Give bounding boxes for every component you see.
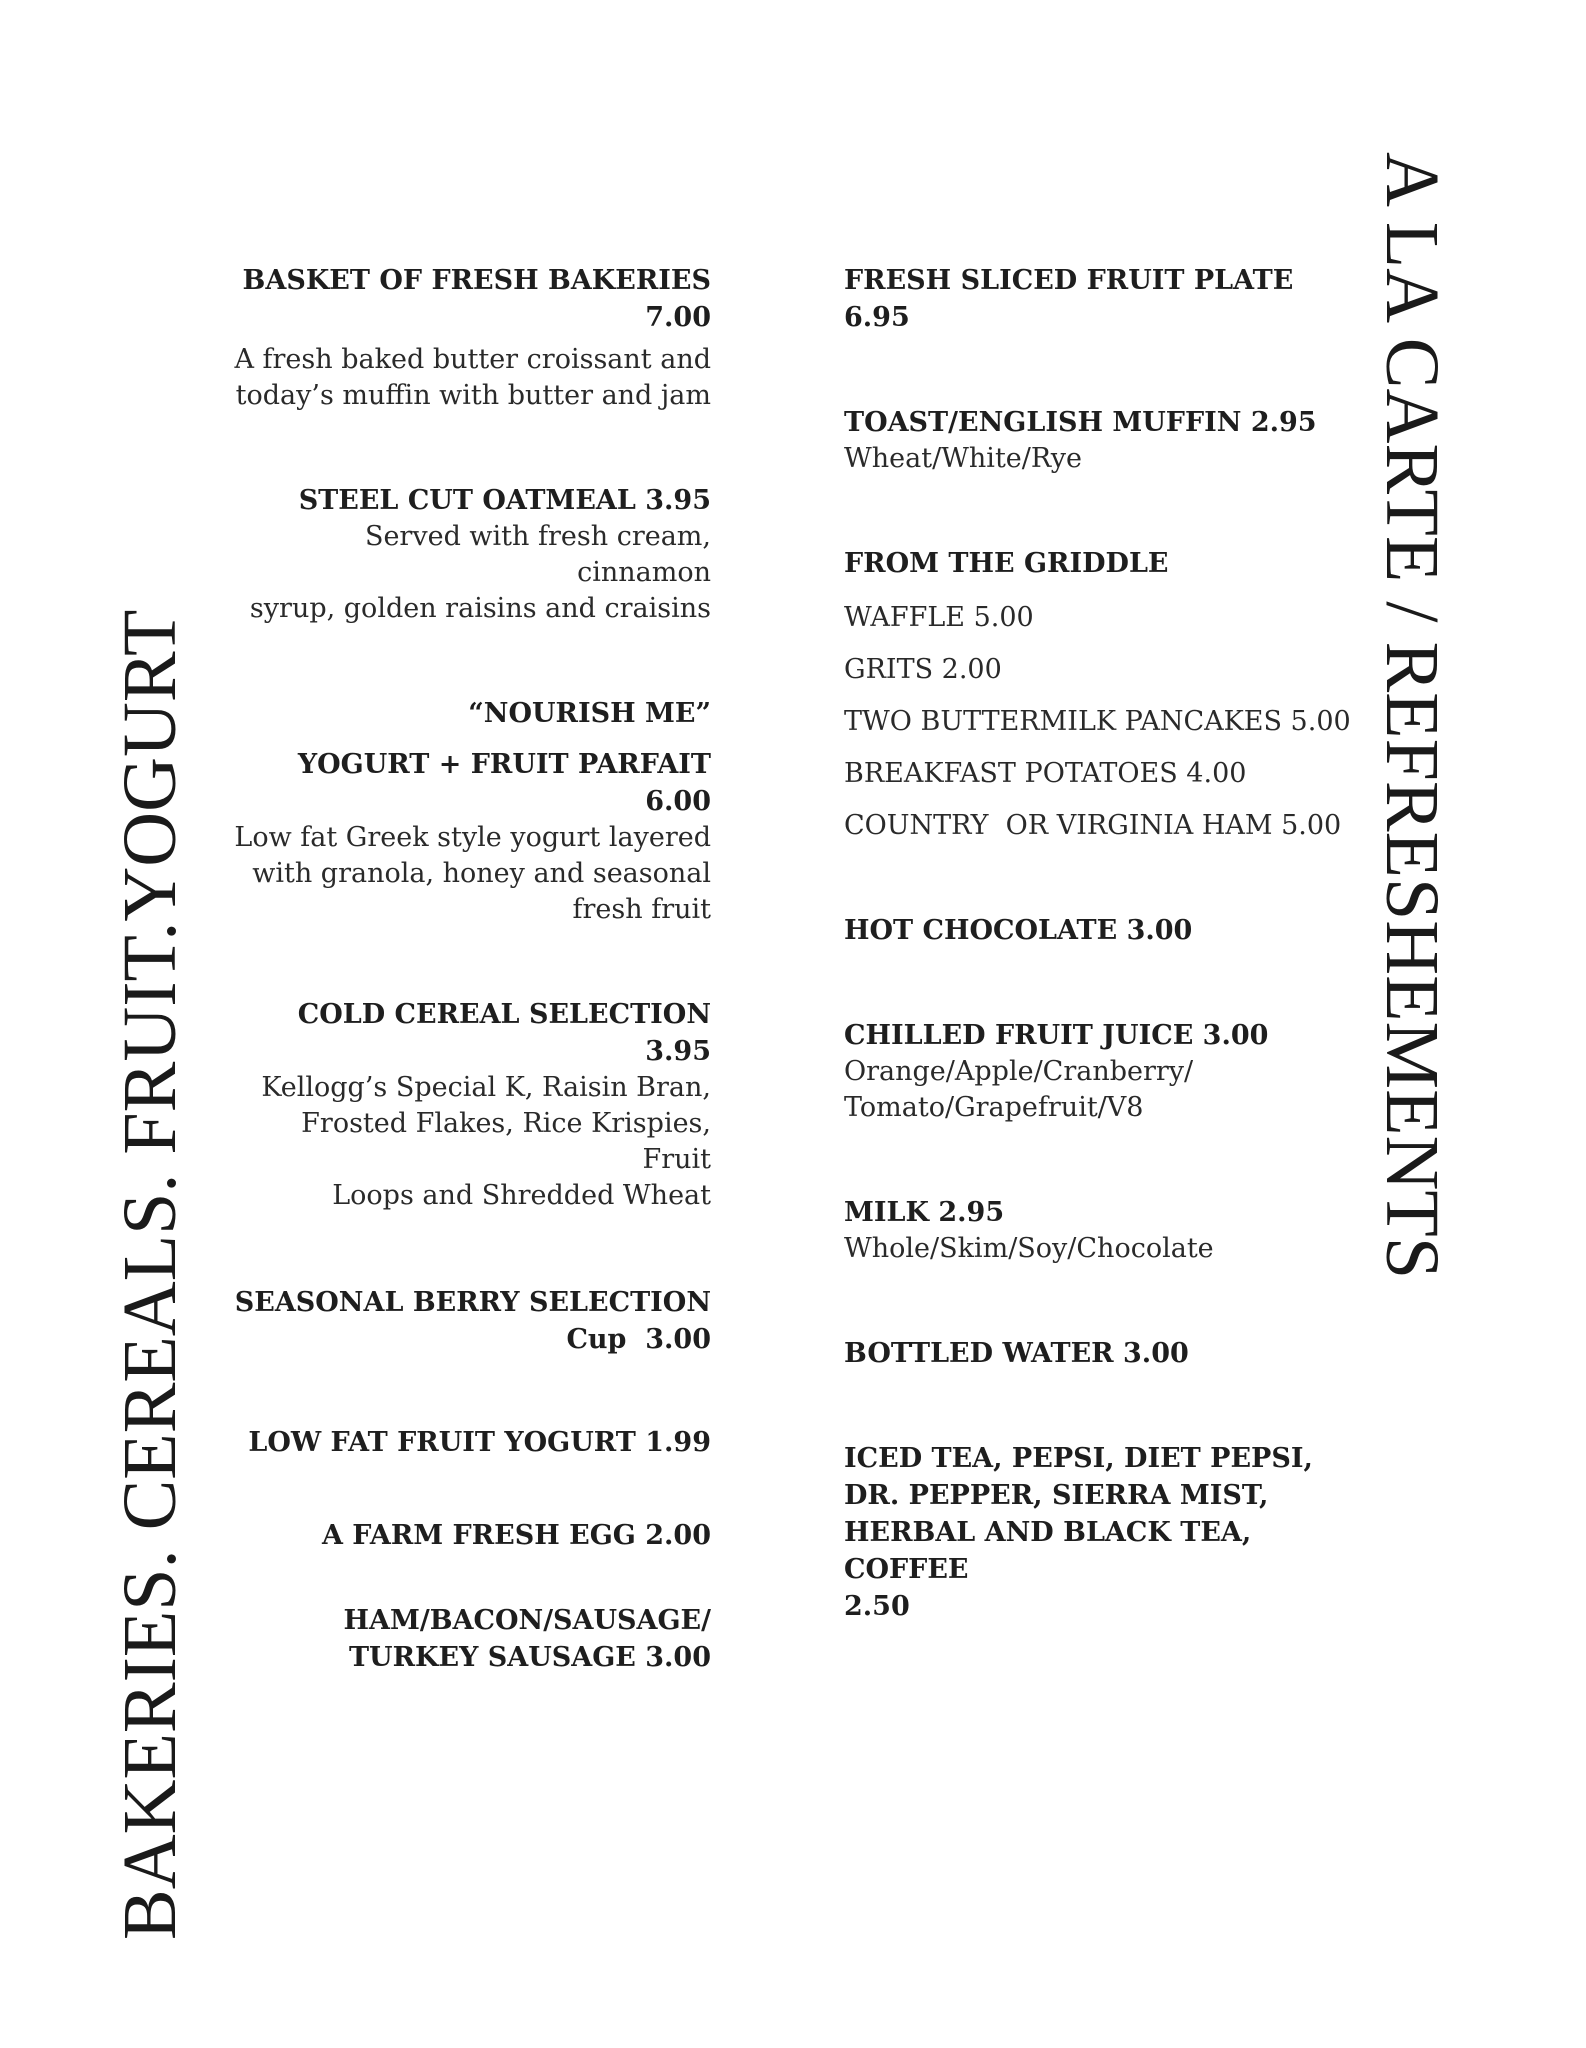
item-name: BASKET OF FRESH BAKERIES <box>242 265 711 296</box>
left-menu-column <box>225 262 711 1676</box>
item-name: HOT CHOCOLATE 3.00 <box>844 915 1193 946</box>
item-name: FRESH SLICED FRUIT PLATE 6.95 <box>844 265 1294 333</box>
item-name: BOTTLED WATER 3.00 <box>844 1338 1189 1369</box>
menu-item-parfait <box>225 695 711 928</box>
menu-item-milk <box>844 1194 1364 1267</box>
section-heading: FROM THE GRIDDLE <box>844 548 1169 579</box>
menu-item-water <box>844 1335 1364 1372</box>
item-name: HAM/BACON/SAUSAGE/ <box>343 1605 711 1636</box>
item-description: Low fat Greek style yogurt layered <box>234 822 711 853</box>
item-options: Wheat/White/Rye <box>844 443 1082 474</box>
item-name: TOAST/ENGLISH MUFFIN 2.95 <box>844 407 1317 438</box>
item-description: today’s muffin with butter and jam <box>235 380 711 411</box>
item-options: Tomato/Grapefruit/V8 <box>844 1092 1144 1123</box>
item-price: 7.00 <box>645 302 711 333</box>
item-price: 2.50 <box>844 1591 910 1622</box>
item-description: syrup, golden raisins and craisins <box>249 593 711 624</box>
item-name: COLD CEREAL SELECTION 3.95 <box>297 999 711 1067</box>
item-name: YOGURT + FRUIT PARFAIT 6.00 <box>297 749 711 817</box>
item-description: Served with fresh cream, cinnamon <box>364 521 711 588</box>
item-name: HERBAL AND BLACK TEA, COFFEE <box>844 1517 1252 1585</box>
menu-item-egg <box>225 1517 711 1554</box>
menu-item-berry <box>225 1284 711 1358</box>
item-description: Frosted Flakes, Rice Krispies, Fruit <box>301 1108 711 1175</box>
menu-item-toast <box>844 404 1364 477</box>
item-name: MILK 2.95 <box>844 1197 1005 1228</box>
item-name: STEEL CUT OATMEAL 3.95 <box>298 485 711 516</box>
menu-item-oatmeal <box>225 482 711 627</box>
item-description: A fresh baked butter croissant and <box>234 344 711 375</box>
griddle-item: TWO BUTTERMILK PANCAKES 5.00 <box>844 706 1351 737</box>
menu-section-griddle <box>844 545 1364 844</box>
left-section-title: BAKERIES. CEREALS. FRUIT.YOGURT <box>108 609 192 1940</box>
menu-item-fruit-plate <box>844 262 1364 336</box>
griddle-item: COUNTRY OR VIRGINIA HAM 5.00 <box>844 810 1342 841</box>
item-description: Loops and Shredded Wheat <box>332 1180 711 1211</box>
item-options: Whole/Skim/Soy/Chocolate <box>844 1233 1214 1264</box>
item-price: TURKEY SAUSAGE 3.00 <box>348 1642 711 1673</box>
item-heading: “NOURISH ME” <box>468 698 711 729</box>
item-description: fresh fruit <box>572 894 711 925</box>
menu-item-beverages <box>844 1440 1364 1625</box>
item-name: DR. PEPPER, SIERRA MIST, <box>844 1480 1269 1511</box>
menu-item-juice <box>844 1017 1364 1126</box>
right-section-title: A LA CARTE / REFRESHEMENTS <box>1370 152 1454 1280</box>
menu-item-cereal <box>225 996 711 1214</box>
griddle-item: GRITS 2.00 <box>844 654 1002 685</box>
item-description: Kellogg’s Special K, Raisin Bran, <box>261 1072 711 1103</box>
item-name: CHILLED FRUIT JUICE 3.00 <box>844 1020 1269 1051</box>
item-price: Cup 3.00 <box>566 1324 711 1355</box>
item-name: A FARM FRESH EGG 2.00 <box>321 1520 711 1551</box>
menu-item-hot-chocolate <box>844 912 1364 949</box>
menu-item-yogurt <box>225 1424 711 1461</box>
item-name: ICED TEA, PEPSI, DIET PEPSI, <box>844 1443 1313 1474</box>
griddle-item: WAFFLE 5.00 <box>844 602 1034 633</box>
item-name: SEASONAL BERRY SELECTION <box>234 1287 711 1318</box>
item-name: LOW FAT FRUIT YOGURT 1.99 <box>248 1427 711 1458</box>
right-menu-column <box>844 262 1364 1625</box>
menu-item-bakeries <box>225 262 711 414</box>
griddle-item: BREAKFAST POTATOES 4.00 <box>844 758 1247 789</box>
item-options: Orange/Apple/Cranberry/ <box>844 1056 1194 1087</box>
item-description: with granola, honey and seasonal <box>252 858 711 889</box>
menu-item-meats <box>225 1602 711 1676</box>
